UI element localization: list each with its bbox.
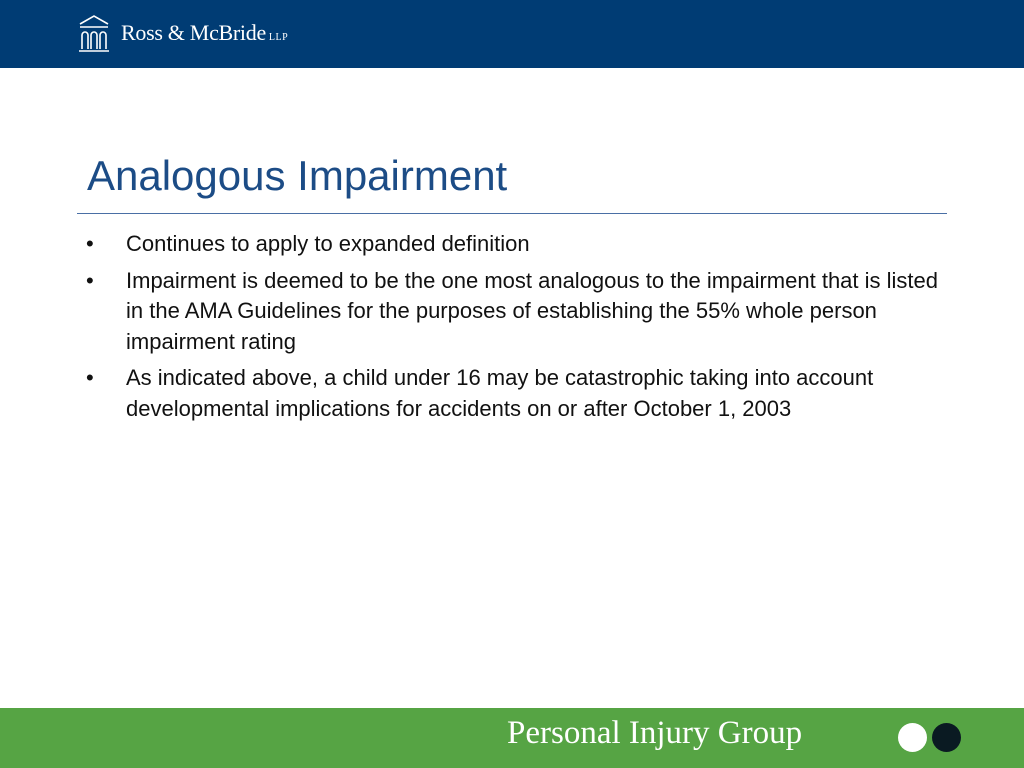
- building-columns-icon: [77, 13, 111, 53]
- bullet-marker: •: [86, 365, 94, 390]
- slide-title: Analogous Impairment: [87, 152, 508, 199]
- company-name: [121, 20, 288, 46]
- bullet-text: Impairment is deemed to be the one most analogous to the impairment that is listed in the AMA Guidelines for the purposes of establishing the 55% whole person impairment rating: [126, 267, 938, 354]
- header-bar: [0, 0, 1024, 68]
- footer-group-name: Personal Injury Group: [507, 715, 803, 751]
- company-suffix: LLP: [268, 32, 289, 43]
- bullet-list: [86, 229, 946, 430]
- bullet-item: [86, 229, 946, 260]
- bullet-marker: •: [86, 267, 94, 293]
- bullet-marker: •: [86, 231, 94, 256]
- title-divider: [77, 213, 947, 214]
- bullet-item: [86, 266, 946, 358]
- bullet-item: [86, 363, 946, 424]
- bullet-text: Continues to apply to expanded definition: [126, 231, 530, 256]
- white-circle-icon: [898, 723, 927, 752]
- company-name-text: Ross & McBride: [121, 20, 266, 45]
- company-logo: [77, 12, 288, 54]
- bullet-text: As indicated above, a child under 16 may be catastrophic taking into account developmental implications for accidents on or after October 1, 2003: [126, 365, 874, 421]
- dark-circle-icon: [932, 723, 961, 752]
